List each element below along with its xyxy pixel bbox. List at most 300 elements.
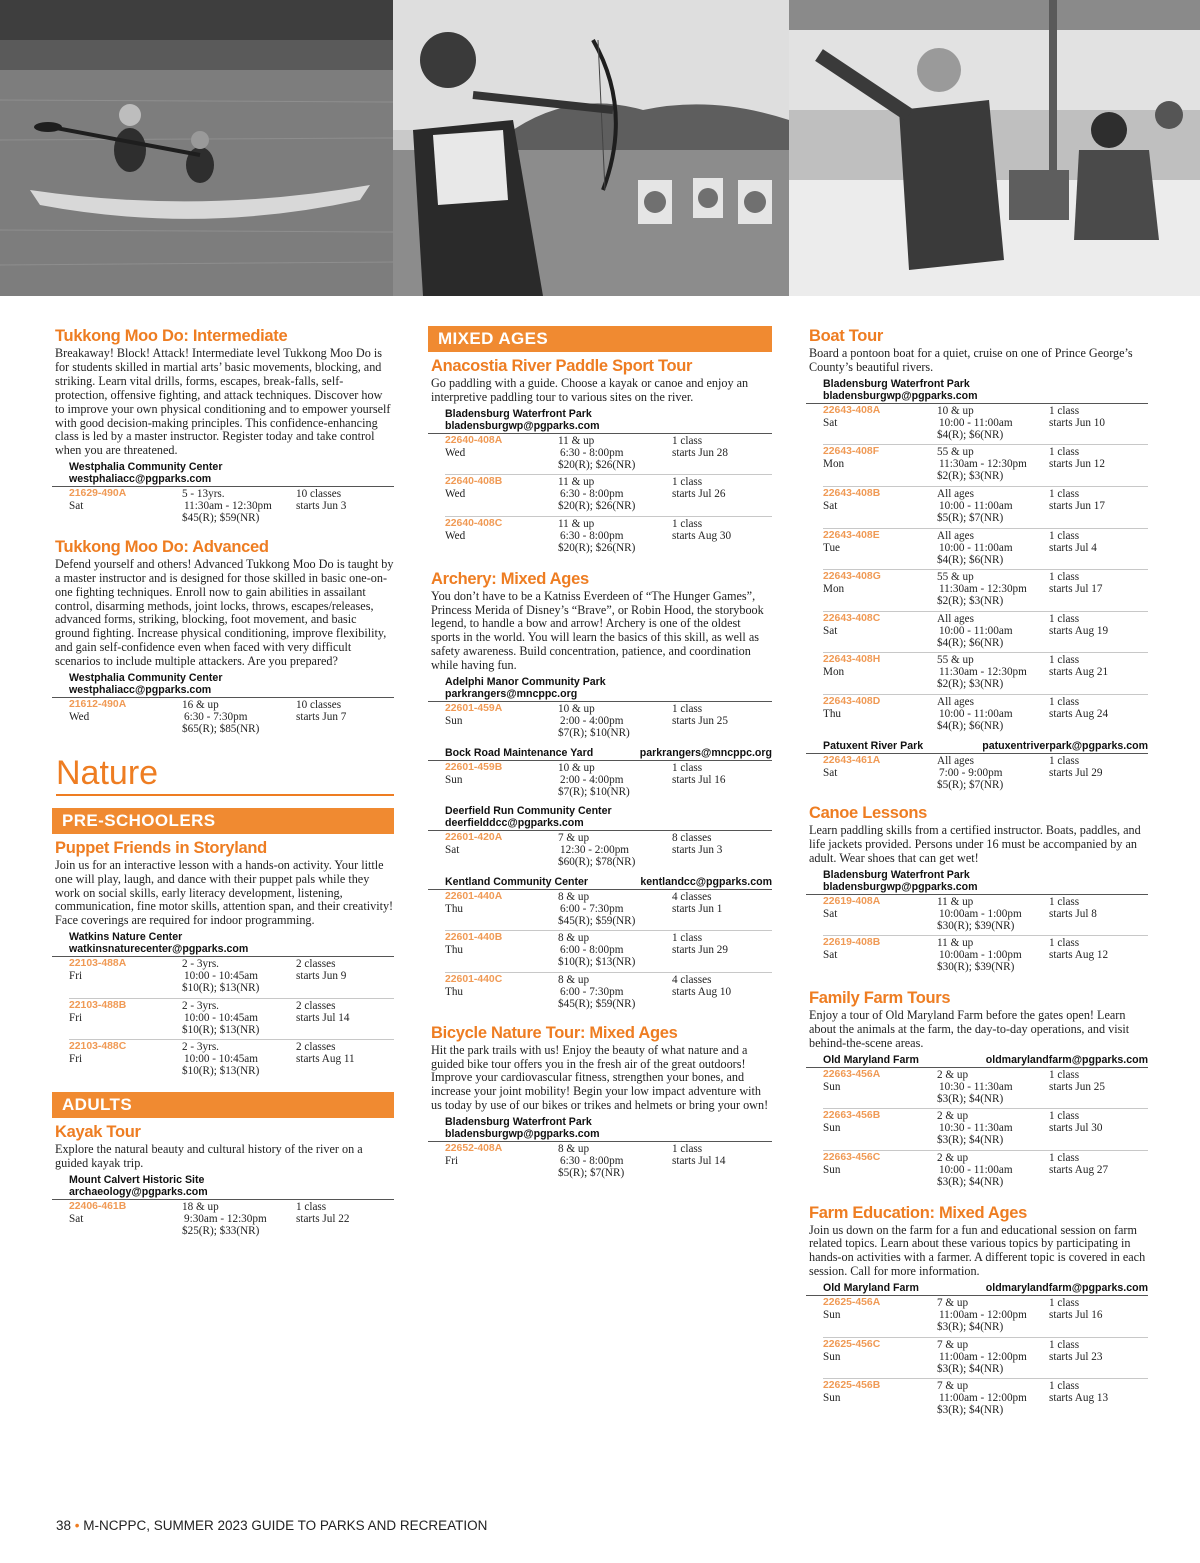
session-count: 1 class: [1049, 695, 1080, 708]
session-code[interactable]: 22619-408A: [823, 895, 881, 907]
session-count: 1 class: [1049, 895, 1080, 908]
session-count: 1 class: [1049, 612, 1080, 625]
location-block: [806, 869, 1148, 895]
session-price: $45(R); $59(NR): [558, 998, 636, 1010]
session-row: [445, 434, 772, 476]
session-age: 10 & up: [558, 703, 595, 716]
location-name: Bladensburg Waterfront Park: [823, 377, 970, 390]
session-row: [445, 761, 772, 803]
session-start: starts Aug 24: [1049, 707, 1109, 720]
session-row: [445, 973, 772, 1015]
session-day: Fri: [69, 1053, 83, 1066]
session-day: Sun: [823, 1309, 841, 1322]
session-count: 10 classes: [296, 699, 342, 712]
location-name: Bock Road Maintenance Yard: [445, 746, 594, 759]
session-code[interactable]: 22640-408C: [445, 518, 503, 529]
location-email[interactable]: patuxentriverpark@pgparks.com: [982, 739, 1148, 752]
session-count: 1 class: [1049, 654, 1080, 667]
page-number: 38: [56, 1518, 72, 1533]
session-code[interactable]: 22625-456C: [823, 1338, 881, 1350]
column-middle: [428, 326, 772, 1184]
session-count: 1 class: [672, 703, 703, 716]
session-list: [428, 434, 772, 559]
session-price: $3(R); $4(NR): [937, 1175, 1004, 1188]
session-price: $3(R); $4(NR): [937, 1134, 1004, 1147]
session-time: 10:00am - 1:00pm: [939, 907, 1022, 920]
session-price: $4(R); $6(NR): [937, 428, 1004, 441]
session-day: Sat: [69, 1212, 84, 1225]
session-price: $2(R); $3(NR): [937, 470, 1004, 483]
location-name: Adelphi Manor Community Park: [445, 676, 606, 689]
session-row: [823, 653, 1148, 695]
session-start: starts Jul 4: [1049, 541, 1097, 554]
session-start: starts Jul 30: [1049, 1122, 1103, 1135]
session-code[interactable]: 22103-488B: [69, 999, 127, 1011]
session-price: $45(R); $59(NR): [182, 512, 260, 525]
session-code[interactable]: 22601-440A: [445, 890, 503, 902]
session-start: starts Jun 3: [296, 500, 347, 513]
location-name: Bladensburg Waterfront Park: [823, 868, 970, 881]
session-price: $4(R); $6(NR): [937, 553, 1004, 566]
class-title: Archery: Mixed Ages: [431, 569, 589, 588]
session-price: $10(R); $13(NR): [558, 956, 636, 969]
session-row: [445, 931, 772, 973]
session-count: 1 class: [672, 434, 703, 447]
class-description: Breakaway! Block! Attack! Intermediate level Tukkong Moo Do is for students skilled in martial arts’ basic movements, blocking, and striking. Learn vital drills, forms, escapes, break-falls, self-protection, offensive fighting, and attack techniques. Discover how to improve your own physical conditioning and to empower yourself with good decision-making principles. This confidence-enhancing class is led by a master instructor. Register today and take control when you are threatened.: [55, 346, 391, 458]
session-day: Sat: [823, 416, 838, 429]
session-list: [428, 702, 772, 744]
session-code[interactable]: 22601-420A: [445, 832, 503, 844]
location-name: Bladensburg Waterfront Park: [445, 407, 592, 420]
session-time: 11:30am - 12:30pm: [939, 583, 1027, 596]
session-count: 1 class: [1049, 1338, 1080, 1351]
session-day: Fri: [69, 970, 83, 983]
session-day: Sun: [445, 715, 463, 728]
session-row: [445, 1142, 772, 1184]
session-list: [52, 1200, 394, 1242]
session-row: [823, 612, 1148, 654]
session-day: Mon: [823, 666, 845, 679]
session-row: [69, 999, 394, 1041]
session-start: starts Aug 12: [1049, 949, 1109, 962]
session-count: 8 classes: [672, 832, 712, 845]
session-time: 10:00 - 11:00am: [939, 416, 1013, 429]
session-count: 1 class: [1049, 1297, 1080, 1310]
session-row: [823, 1296, 1148, 1338]
session-price: $20(R); $26(NR): [558, 500, 636, 513]
session-code[interactable]: 21629-490A: [69, 488, 127, 500]
location-email[interactable]: bladensburgwp@pgparks.com: [445, 419, 600, 432]
session-price: $65(R); $85(NR): [182, 723, 260, 736]
session-age: 8 & up: [558, 890, 590, 903]
session-time: 6:30 - 8:00pm: [560, 530, 624, 542]
session-count: 1 class: [1049, 754, 1080, 767]
location-block: [428, 408, 772, 434]
class-title: Canoe Lessons: [809, 804, 928, 823]
session-code[interactable]: 22601-459B: [445, 761, 503, 773]
session-age: 8 & up: [558, 1143, 590, 1156]
location-email[interactable]: westphaliacc@pgparks.com: [69, 684, 212, 697]
session-day: Thu: [445, 902, 464, 915]
session-age: 2 & up: [937, 1110, 969, 1123]
section-bar-mixed-ages: MIXED AGES: [428, 326, 772, 352]
session-day: Sun: [823, 1392, 841, 1405]
session-day: Wed: [445, 530, 466, 542]
session-row: [823, 445, 1148, 487]
session-price: $5(R); $7(NR): [558, 1167, 625, 1180]
session-age: 7 & up: [937, 1338, 969, 1351]
session-age: 7 & up: [558, 832, 590, 845]
session-age: All ages: [937, 695, 974, 708]
session-row: [823, 1151, 1148, 1193]
location-block: [428, 805, 772, 831]
location-block: [52, 1174, 394, 1200]
session-age: All ages: [937, 754, 974, 767]
session-age: 5 - 13yrs.: [182, 488, 225, 501]
session-age: 16 & up: [182, 699, 219, 712]
location-email[interactable]: westphaliacc@pgparks.com: [69, 473, 212, 486]
session-age: 11 & up: [558, 476, 595, 489]
session-price: $3(R); $4(NR): [937, 1404, 1004, 1417]
session-count: 1 class: [672, 518, 703, 530]
class-title: Tukkong Moo Do: Intermediate: [55, 327, 288, 345]
session-time: 10:30 - 11:30am: [939, 1080, 1013, 1093]
location-block: [428, 876, 772, 890]
session-row: [823, 695, 1148, 737]
session-start: starts Jun 25: [1049, 1080, 1105, 1093]
column-right: [806, 326, 1148, 1421]
location-email[interactable]: deerfielddcc@pgparks.com: [445, 817, 584, 830]
session-day: Sat: [823, 766, 838, 779]
session-start: starts Jun 10: [1049, 416, 1105, 429]
session-start: starts Jun 17: [1049, 500, 1105, 512]
session-code[interactable]: 22625-456A: [823, 1297, 881, 1309]
session-start: starts Jul 22: [296, 1212, 350, 1225]
location-email[interactable]: oldmarylandfarm@pgparks.com: [985, 1282, 1148, 1295]
session-code[interactable]: 22601-440B: [445, 932, 503, 944]
session-time: 11:30am - 12:30pm: [939, 666, 1027, 679]
session-row: [69, 1040, 394, 1082]
page-footer: [56, 1518, 487, 1533]
column-left: [52, 326, 394, 1241]
session-time: 6:30 - 8:00pm: [560, 488, 624, 501]
session-list: [806, 404, 1148, 737]
class-description: You don’t have to be a Katniss Everdeen of “The Hunger Games”, Princess Merida of Disney’s “Brave”, or Robin Hood, the storybook legend, to handle a bow and arrow! Archery is one of the oldest sports in the world. You will learn the basics of this skill, as well as safety awareness. Build concentration, patience, and coordination while having fun.: [431, 588, 764, 673]
session-code[interactable]: 22640-408A: [445, 434, 503, 446]
session-code[interactable]: 22663-456C: [823, 1151, 881, 1163]
session-row: [445, 890, 772, 932]
session-row: [445, 831, 772, 873]
session-row: [823, 570, 1148, 612]
class-description: Hit the park trails with us! Enjoy the beauty of what nature and a guided bike tour offers you in the fresh air of the great outdoors! Improve your cardiovascular fitness, strengthen your bones, and increase your joint mobility! Begin your low impact adventure with us today by use of our bikes or trikes and helmets or bring your own!: [431, 1042, 769, 1113]
location-email[interactable]: oldmarylandfarm@pgparks.com: [985, 1053, 1148, 1066]
location-block: [428, 747, 772, 761]
location-email[interactable]: archaeology@pgparks.com: [69, 1185, 208, 1198]
location-block: [52, 672, 394, 698]
session-price: $3(R); $4(NR): [937, 1362, 1004, 1375]
session-code[interactable]: 22406-461B: [69, 1200, 127, 1212]
session-code[interactable]: 22643-408B: [823, 488, 881, 499]
session-day: Sat: [823, 624, 838, 637]
session-time: 6:30 - 8:00pm: [560, 446, 624, 459]
session-row: [823, 754, 1148, 796]
session-code[interactable]: 22103-488C: [69, 1041, 127, 1053]
session-list: [428, 831, 772, 873]
session-time: 11:00am - 12:00pm: [939, 1392, 1027, 1405]
session-list: [806, 895, 1148, 978]
class-description: Explore the natural beauty and cultural history of the river on a guided kayak trip.: [55, 1142, 363, 1170]
session-time: 10:00 - 11:00am: [939, 707, 1013, 720]
session-time: 11:00am - 12:00pm: [939, 1350, 1027, 1363]
session-code[interactable]: 22643-408A: [823, 404, 881, 416]
session-time: 10:00 - 10:45am: [184, 1053, 258, 1066]
session-row: [69, 698, 394, 740]
session-age: 2 - 3yrs.: [182, 1041, 219, 1054]
archery-photo: [393, 0, 789, 296]
session-age: 55 & up: [937, 654, 974, 667]
session-time: 6:00 - 7:30pm: [560, 902, 624, 915]
session-start: starts Aug 19: [1049, 624, 1109, 637]
session-count: 1 class: [1049, 1068, 1080, 1081]
session-price: $5(R); $7(NR): [937, 778, 1004, 791]
session-price: $2(R); $3(NR): [937, 678, 1004, 691]
class-description: Go paddling with a guide. Choose a kayak or canoe and enjoy an interpretive paddling tour to various sites on the river.: [431, 376, 749, 404]
location-email[interactable]: bladensburgwp@pgparks.com: [823, 389, 978, 402]
session-time: 11:30am - 12:30pm: [184, 500, 272, 513]
session-day: Sun: [823, 1080, 841, 1093]
session-start: starts Jul 14: [296, 1011, 350, 1024]
location-email[interactable]: parkrangers@mncppc.org: [639, 746, 772, 759]
session-price: $10(R); $13(NR): [182, 1065, 260, 1078]
location-email[interactable]: watkinsnaturecenter@pgparks.com: [69, 943, 249, 956]
session-list: [806, 1296, 1148, 1421]
session-row: [69, 1200, 394, 1242]
session-time: 2:00 - 4:00pm: [560, 773, 624, 786]
session-row: [823, 1068, 1148, 1110]
session-count: 1 class: [1049, 1110, 1080, 1123]
location-name: Kentland Community Center: [445, 875, 589, 888]
session-list: [428, 890, 772, 1015]
session-price: $5(R); $7(NR): [937, 512, 1004, 524]
session-start: starts Jun 29: [672, 944, 728, 957]
session-price: $7(R); $10(NR): [558, 785, 630, 798]
session-start: starts Jun 9: [296, 970, 347, 983]
session-code[interactable]: 22640-408B: [445, 476, 503, 488]
session-count: 2 classes: [296, 958, 336, 971]
session-list: [806, 1068, 1148, 1193]
location-name: Patuxent River Park: [823, 739, 924, 752]
class-description: Defend yourself and others! Advanced Tukkong Moo Do is taught by a master instructor and is designed for those skilled in basic one-on-one fighting techniques. Enroll now to gain abilities in assailant control, disarming methods, joint locks, throws, escapes/releases, advanced forms, striking, blocking, foot movement, and basic ground fighting. Increase physical conditioning, improve flexibility, and gain self-confidence even when faced with very difficult scenarios to include multiple attackers. Are you prepared?: [55, 556, 394, 669]
session-start: starts Aug 13: [1049, 1392, 1109, 1405]
session-start: starts Jun 1: [672, 902, 723, 915]
session-day: Thu: [823, 707, 842, 720]
section-bar-adults: ADULTS: [52, 1092, 394, 1118]
session-time: 9:30am - 12:30pm: [184, 1212, 267, 1225]
session-time: 11:00am - 12:00pm: [939, 1309, 1027, 1322]
class-title: Family Farm Tours: [809, 989, 951, 1008]
footer-bullet: •: [74, 1518, 80, 1533]
class-description: Learn paddling skills from a certified instructor. Boats, paddles, and life jackets provided. Persons under 16 must be accompanied by an adult. Wear shoes that can get wet!: [809, 823, 1141, 865]
session-price: $60(R); $78(NR): [558, 856, 636, 869]
session-price: $3(R); $4(NR): [937, 1092, 1004, 1105]
section-heading-nature: Nature: [56, 754, 394, 796]
session-row: [823, 895, 1148, 937]
session-time: 7:00 - 9:00pm: [939, 766, 1003, 779]
session-start: starts Aug 30: [672, 530, 732, 542]
session-code[interactable]: 22103-488A: [69, 958, 127, 970]
session-code[interactable]: 22663-456A: [823, 1068, 881, 1080]
session-code[interactable]: 21612-490A: [69, 699, 127, 711]
location-email[interactable]: bladensburgwp@pgparks.com: [823, 880, 978, 893]
session-time: 6:30 - 7:30pm: [184, 711, 248, 724]
session-age: 2 - 3yrs.: [182, 958, 219, 971]
session-code[interactable]: 22652-408A: [445, 1143, 503, 1155]
session-price: $10(R); $13(NR): [182, 1023, 260, 1036]
session-day: Sat: [823, 907, 838, 920]
session-day: Tue: [823, 541, 840, 554]
session-row: [823, 1338, 1148, 1380]
session-code[interactable]: 22601-440C: [445, 974, 503, 985]
session-code[interactable]: 22663-456B: [823, 1110, 881, 1122]
session-age: 2 & up: [937, 1068, 969, 1081]
location-block: [52, 931, 394, 957]
session-code[interactable]: 22643-461A: [823, 754, 881, 766]
session-count: 1 class: [1049, 404, 1080, 417]
location-block: [806, 740, 1148, 754]
session-price: $10(R); $13(NR): [182, 982, 260, 995]
location-block: [806, 1054, 1148, 1068]
location-name: Mount Calvert Historic Site: [69, 1173, 205, 1186]
location-name: Old Maryland Farm: [823, 1282, 919, 1295]
session-code[interactable]: 22643-408C: [823, 612, 881, 624]
session-age: 11 & up: [937, 937, 974, 950]
session-row: [823, 1379, 1148, 1421]
session-start: starts Jul 26: [672, 488, 726, 501]
session-time: 10:30 - 11:30am: [939, 1122, 1013, 1135]
session-age: All ages: [937, 488, 974, 500]
session-count: 1 class: [672, 932, 703, 945]
class-title: Anacostia River Paddle Sport Tour: [431, 357, 693, 375]
session-time: 2:00 - 4:00pm: [560, 715, 624, 728]
session-price: $20(R); $26(NR): [558, 458, 636, 471]
location-block: [806, 1282, 1148, 1296]
session-time: 6:00 - 8:00pm: [560, 944, 624, 957]
session-code[interactable]: 22619-408B: [823, 937, 881, 949]
class-title: Kayak Tour: [55, 1123, 141, 1141]
session-row: [823, 529, 1148, 571]
session-price: $3(R); $4(NR): [937, 1321, 1004, 1334]
session-time: 10:00 - 11:00am: [939, 500, 1013, 512]
session-time: 10:00 - 11:00am: [939, 1163, 1013, 1176]
footer-title: M-NCPPC, SUMMER 2023 GUIDE TO PARKS AND RECREATION: [83, 1518, 488, 1533]
class-title: Farm Education: Mixed Ages: [809, 1203, 1028, 1222]
location-email[interactable]: kentlandcc@pgparks.com: [640, 875, 772, 888]
session-age: 11 & up: [558, 434, 595, 447]
session-start: starts Jul 8: [1049, 907, 1097, 920]
session-code[interactable]: 22643-408F: [823, 446, 880, 458]
location-block: [428, 1116, 772, 1142]
location-name: Westphalia Community Center: [69, 461, 223, 474]
session-code[interactable]: 22643-408H: [823, 654, 881, 666]
session-day: Sun: [823, 1122, 841, 1135]
session-price: $30(R); $39(NR): [937, 919, 1015, 932]
session-price: $25(R); $33(NR): [182, 1224, 260, 1237]
photo-strip: [0, 0, 1200, 296]
session-row: [823, 404, 1148, 446]
session-code[interactable]: 22601-459A: [445, 703, 503, 715]
boat-tour-photo: [789, 0, 1200, 296]
session-start: starts Aug 10: [672, 986, 732, 998]
session-start: starts Aug 21: [1049, 666, 1109, 679]
location-email[interactable]: parkrangers@mncppc.org: [445, 688, 578, 701]
session-start: starts Jun 28: [672, 446, 728, 459]
session-row: [445, 702, 772, 744]
session-count: 4 classes: [672, 974, 712, 986]
session-time: 10:00 - 10:45am: [184, 970, 258, 983]
location-name: Westphalia Community Center: [69, 672, 223, 685]
session-count: 1 class: [672, 761, 703, 774]
session-count: 1 class: [1049, 1151, 1080, 1164]
session-day: Sun: [823, 1163, 841, 1176]
location-block: [428, 676, 772, 702]
session-age: 7 & up: [937, 1297, 969, 1310]
session-day: Sat: [69, 500, 84, 513]
session-price: $4(R); $6(NR): [937, 719, 1004, 732]
session-start: starts Jun 7: [296, 711, 347, 724]
session-row: [445, 517, 772, 559]
session-count: 2 classes: [296, 999, 336, 1012]
location-name: Old Maryland Farm: [823, 1053, 919, 1066]
location-block: [52, 461, 394, 487]
session-price: $20(R); $26(NR): [558, 542, 636, 554]
session-row: [445, 475, 772, 517]
session-time: 6:30 - 8:00pm: [560, 1155, 624, 1168]
session-count: 1 class: [1049, 446, 1080, 459]
session-day: Fri: [69, 1011, 83, 1024]
session-time: 10:00 - 10:45am: [184, 1011, 258, 1024]
session-age: 7 & up: [937, 1380, 969, 1393]
session-start: starts Jul 29: [1049, 766, 1103, 779]
session-price: $2(R); $3(NR): [937, 595, 1004, 608]
session-row: [823, 936, 1148, 978]
session-time: 10:00 - 11:00am: [939, 624, 1013, 637]
session-time: 12:30 - 2:00pm: [560, 844, 629, 857]
session-code[interactable]: 22643-408G: [823, 571, 881, 583]
class-description: Join us for an interactive lesson with a hands-on activity. Your little one will play, laugh, and dance with their puppet pals while they work on social skills, early literacy development, listening, communication, fine motor skills, attention span, and their creativity! Face coverings are required for indoor programming.: [55, 857, 394, 928]
class-title: Tukkong Moo Do: Advanced: [55, 537, 269, 556]
session-count: 2 classes: [296, 1041, 336, 1054]
class-description: Board a pontoon boat for a quiet, cruise on one of Prince George’s County’s beautiful rivers.: [809, 346, 1133, 374]
session-list: [428, 761, 772, 803]
location-name: Watkins Nature Center: [69, 931, 183, 944]
session-price: $30(R); $39(NR): [937, 961, 1015, 974]
session-day: Sun: [823, 1350, 841, 1363]
class-title: Bicycle Nature Tour: Mixed Ages: [431, 1023, 678, 1042]
class-description: Join us down on the farm for a fun and educational session on farm related topics. Learn about these various topics by participating in hands-on activities with a farmer. A different topic is covered in each session. Call for more information.: [809, 1222, 1146, 1279]
session-start: starts Aug 27: [1049, 1163, 1109, 1176]
session-start: starts Jun 3: [672, 844, 723, 857]
session-start: starts Jul 23: [1049, 1350, 1103, 1363]
session-row: [69, 957, 394, 999]
session-row: [823, 1109, 1148, 1151]
location-email[interactable]: bladensburgwp@pgparks.com: [445, 1128, 600, 1141]
location-name: Bladensburg Waterfront Park: [445, 1116, 592, 1129]
session-code[interactable]: 22643-408E: [823, 529, 880, 541]
session-row: [69, 487, 394, 529]
session-day: Sun: [445, 773, 463, 786]
session-code[interactable]: 22625-456B: [823, 1380, 881, 1392]
session-code[interactable]: 22643-408D: [823, 695, 881, 707]
